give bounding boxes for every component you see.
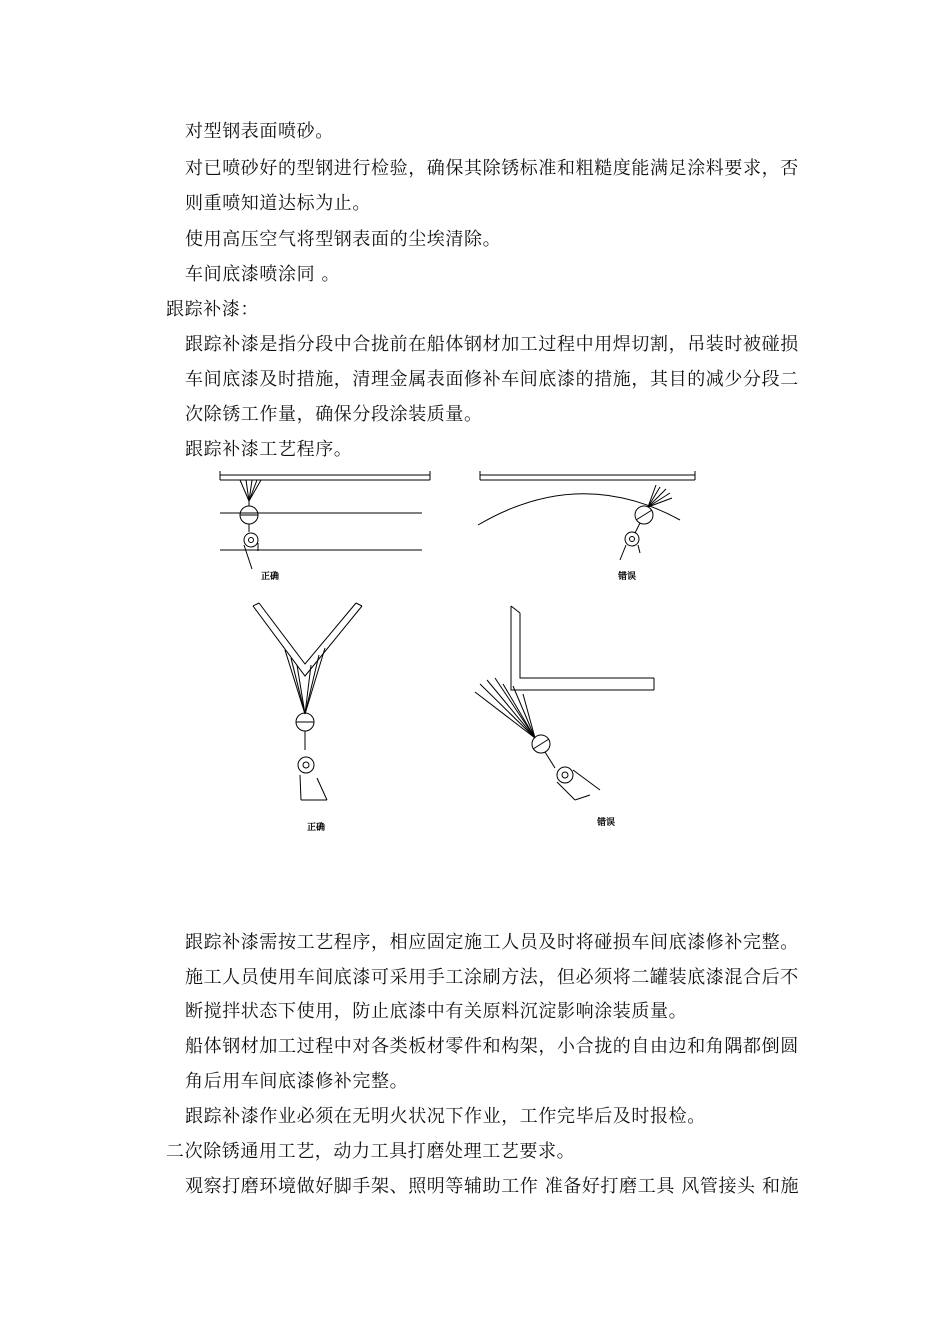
section-heading: 二次除锈通用工艺，动力工具打磨处理工艺要求。 <box>166 1141 576 1162</box>
text-line: 角后用车间底漆修补完整。 <box>185 1071 409 1092</box>
caption-wrong: 错误 <box>597 818 616 828</box>
text-line: 使用高压空气将型钢表面的尘埃清除。 <box>185 229 502 250</box>
text-line: 跟踪补漆作业必须在无明火状况下作业，工作完毕后及时报检。 <box>185 1106 706 1127</box>
text-line: 跟踪补漆需按工艺程序，相应固定施工人员及时将碰损车间底漆修补完整。 <box>185 932 799 953</box>
text-line: 施工人员使用车间底漆可采用手工涂刷方法，但必须将二罐装底漆混合后不 <box>185 967 799 988</box>
text-line: 观察打磨环境做好脚手架、照明等辅助工作 准备好打磨工具 风管接头 和施 <box>185 1176 800 1197</box>
figure-flat-correct <box>210 465 440 590</box>
text-line: 车间底漆喷涂同 。 <box>185 264 341 285</box>
text-line: 车间底漆及时措施，清理金属表面修补车间底漆的措施，其目的减少分段二 <box>185 369 799 390</box>
figure-vcorner-correct <box>245 600 375 840</box>
text-line: 跟踪补漆工艺程序。 <box>185 439 353 460</box>
text-line: 船体钢材加工过程中对各类板材零件和构架，小合拢的自由边和角隅都倒圆 <box>185 1036 799 1057</box>
text-line: 对已喷砂好的型钢进行检验，确保其除锈标准和粗糙度能满足涂料要求，否 <box>185 158 799 179</box>
text-line: 对型钢表面喷砂。 <box>185 121 334 142</box>
text-line: 则重喷知道达标为止。 <box>185 193 371 214</box>
text-line: 次除锈工作量，确保分段涂装质量。 <box>185 404 483 425</box>
caption-wrong: 错误 <box>618 572 637 582</box>
figure-lcorner-wrong <box>465 600 665 840</box>
text-line: 断搅拌状态下使用，防止底漆中有关原料沉淀影响涂装质量。 <box>185 1001 688 1022</box>
figure-curved-wrong <box>470 465 710 590</box>
caption-correct: 正确 <box>307 823 326 833</box>
caption-correct: 正确 <box>261 572 280 582</box>
section-heading: 跟踪补漆： <box>166 299 259 320</box>
text-line: 跟踪补漆是指分段中合拢前在船体钢材加工过程中用焊切割，吊装时被碰损 <box>185 334 799 355</box>
